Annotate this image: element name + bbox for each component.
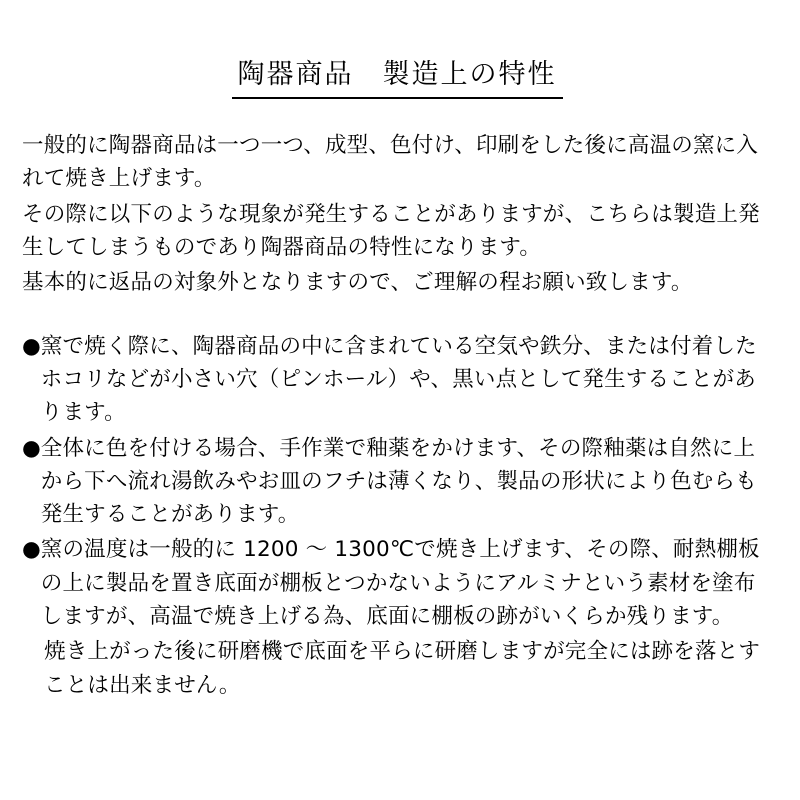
- list-item: [22, 330, 772, 430]
- intro-section: [22, 129, 772, 300]
- bullet-list: [22, 330, 772, 702]
- list-item-text: 全体に色を付ける場合、手作業で釉薬をかけます、その際釉薬は自然に上から下へ流れ湯飲みやお皿のフチは薄くなり、製品の形状により色むらも発生することがあります。: [40, 435, 757, 528]
- intro-paragraph: 基本的に返品の対象外となりますので、ご理解の程お願い致します。: [22, 270, 693, 296]
- bullet-icon: ●: [22, 537, 41, 563]
- list-item-text: 窯で焼く際に、陶器商品の中に含まれている空気や鉄分、または付着したホコリなどが小さい穴（ピンホール）や、黒い点として発生することがあります。: [40, 333, 757, 426]
- intro-paragraph: 一般的に陶器商品は一つ一つ、成型、色付け、印刷をした後に高温の窯に入れて焼き上げます。: [22, 133, 759, 192]
- bullet-icon: ●: [22, 435, 41, 461]
- intro-paragraph: その際に以下のような現象が発生することがありますが、こちらは製造上発生してしまうものであり陶器商品の特性になります。: [22, 201, 760, 260]
- list-item-text: 窯の温度は一般的に 1200 〜 1300℃で焼き上げます、その際、耐熱棚板の上に製品を置き底面が棚板とつかないようにアルミナという素材を塗布しますが、高温で焼き上げる為、底面に棚板の跡がいくらか残ります。: [40, 537, 760, 630]
- page-title-container: [22, 52, 772, 99]
- closing-paragraph: 焼き上がった後に研磨機で底面を平らに研磨しますが完全には跡を落とすことは出来ません。: [44, 639, 761, 698]
- list-item: [22, 533, 772, 633]
- page-title: 陶器商品 製造上の特性: [232, 52, 563, 99]
- list-item: [22, 432, 772, 532]
- bullet-icon: ●: [22, 333, 41, 359]
